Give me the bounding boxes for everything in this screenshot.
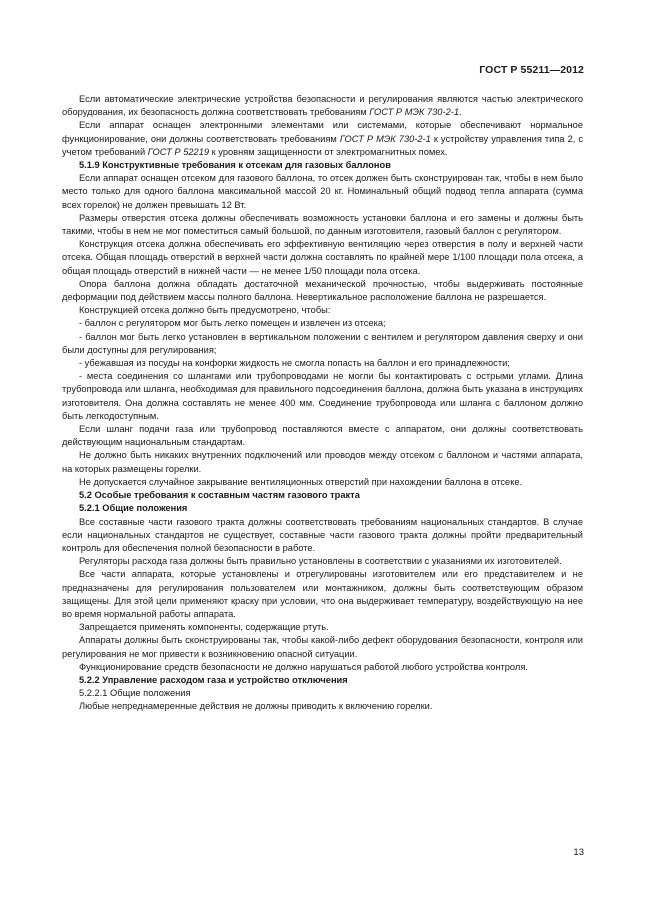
paragraph: Аппараты должны быть сконструированы так, чтобы какой-либо дефект оборудования безопасности, контроля или регулирования не мог привести к возникновению опасной ситуации. — [62, 635, 583, 659]
subsection-heading-5-2-2-1: 5.2.2.1 Общие положения — [79, 688, 191, 699]
paragraph: Если аппарат оснащен отсеком для газового баллона, то отсек должен быть сконструирован так, чтобы в нем было место только для одного баллона максимальной массой 20 кг. Номинальный общий подвод тепла аппарата (сумма всех горелок) не должен превышать 12 Вт. — [62, 173, 583, 210]
paragraph: Конструкция отсека должна обеспечивать его эффективную вентиляцию через отверстия в полу и верхней части отсека. Общая площадь отверстий в верхней части должна составлять по крайней мере 1/100 площади пола отсека, а общая площадь отверстий в нижней части — не менее 1/50 площади пола отсека. — [62, 239, 583, 276]
section-heading-5-2-1: 5.2.1 Общие положения — [79, 503, 188, 514]
document-number-header: ГОСТ Р 55211—2012 — [479, 64, 584, 76]
paragraph: Все части аппарата, которые установлены и отрегулированы изготовителем или его представителем и не предназначены для регулирования пользователем или монтажником, должны быть соответствующим образом защищены. Для этой цели применяют краску при условии, что она выдерживает температуру, воздействующую на нее во время нормальной работы аппарата. — [62, 569, 583, 619]
section-heading-5-1-9: 5.1.9 Конструктивные требования к отсекам для газовых баллонов — [79, 160, 391, 171]
list-item: - убежавшая из посуды на конфорки жидкость не смогла попасть на баллон и его принадлежности; — [79, 358, 510, 369]
paragraph: Если шланг подачи газа или трубопровод поставляются вместе с аппаратом, они должны соответствовать действующим национальным стандартам. — [62, 424, 583, 448]
section-heading-5-2-2: 5.2.2 Управление расходом газа и устройство отключения — [79, 674, 348, 685]
section-heading-5-2: 5.2 Особые требования к составным частям газового тракта — [79, 490, 360, 501]
paragraph: Если автоматические электрические устройства безопасности и регулирования являются частью электрического оборудования, их безопасность должна соответствовать требованиям ГОСТ Р МЭК 730-2-1. — [62, 94, 583, 118]
list-item: - баллон с регулятором мог быть легко помещен и извлечен из отсека; — [79, 318, 386, 329]
standard-reference: ГОСТ Р МЭК 730-2-1 — [339, 133, 431, 144]
page-content — [62, 93, 583, 714]
paragraph: Конструкцией отсека должно быть предусмотрено, чтобы: — [79, 305, 331, 316]
paragraph: Опора баллона должна обладать достаточной механической прочностью, чтобы выдерживать постоянные деформации под действием массы полного баллона. Невертикальное расположение баллона не разрешается. — [62, 278, 583, 303]
paragraph: Размеры отверстия отсека должны обеспечивать возможность установки баллона и его замены и должны быть такими, чтобы в нем не мог поместиться самый большой, по данным изготовителя, газовый баллон с регулятором. — [62, 212, 583, 237]
paragraph: Функционирование средств безопасности не должно нарушаться работой любого устройства контроля. — [79, 661, 528, 672]
paragraph: Не должно быть никаких внутренних подключений или проводов между отсеком с баллоном и частями аппарата, на которых размещены горелки. — [62, 450, 583, 474]
paragraph: Не допускается случайное закрывание вентиляционных отверстий при нахождении баллона в отсеке. — [79, 476, 523, 487]
paragraph: Любые непреднамеренные действия не должны приводить к включению горелки. — [79, 701, 433, 712]
paragraph: Если аппарат оснащен электронными элементами или системами, которые обеспечивают нормальное функционирование, они должны соответствовать требованиям ГОСТ Р МЭК 730-2-1 к устройству управления типа 2, с учетом требований ГОСТ Р 52219 к уровням защищенности от электромагнитных помех. — [62, 120, 583, 157]
paragraph: Запрещается применять компоненты, содержащие ртуть. — [79, 622, 329, 633]
list-item: - места соединения со шлангами или трубопроводами не могли бы контактировать с острыми углами. Длина трубопровода или шланга, необходимая для правильного подсоединения баллона, должна быть указана в инструкциях изготовителя. Она должна составлять не менее 400 мм. Соединение трубопровода или шланга с баллоном должно быть легкодоступным. — [62, 371, 583, 421]
paragraph: Все составные части газового тракта должны соответствовать требованиям национальных стандартов. В случае если национальных стандартов не существует, составные части газового тракта должны пройти предварительный контроль для обеспечения полной безопасности в работе. — [62, 516, 583, 553]
paragraph: Регуляторы расхода газа должны быть правильно установлены в соответствии с указаниями их изготовителей. — [79, 556, 562, 567]
list-item: - баллон мог быть легко установлен в вертикальном положении с вентилем и регулятором давления сверху и они были доступны для регулирования; — [62, 331, 583, 355]
page-number: 13 — [573, 847, 584, 858]
standard-reference: ГОСТ Р 52219 — [147, 146, 210, 157]
standard-reference: ГОСТ Р МЭК 730-2-1 — [369, 107, 460, 118]
